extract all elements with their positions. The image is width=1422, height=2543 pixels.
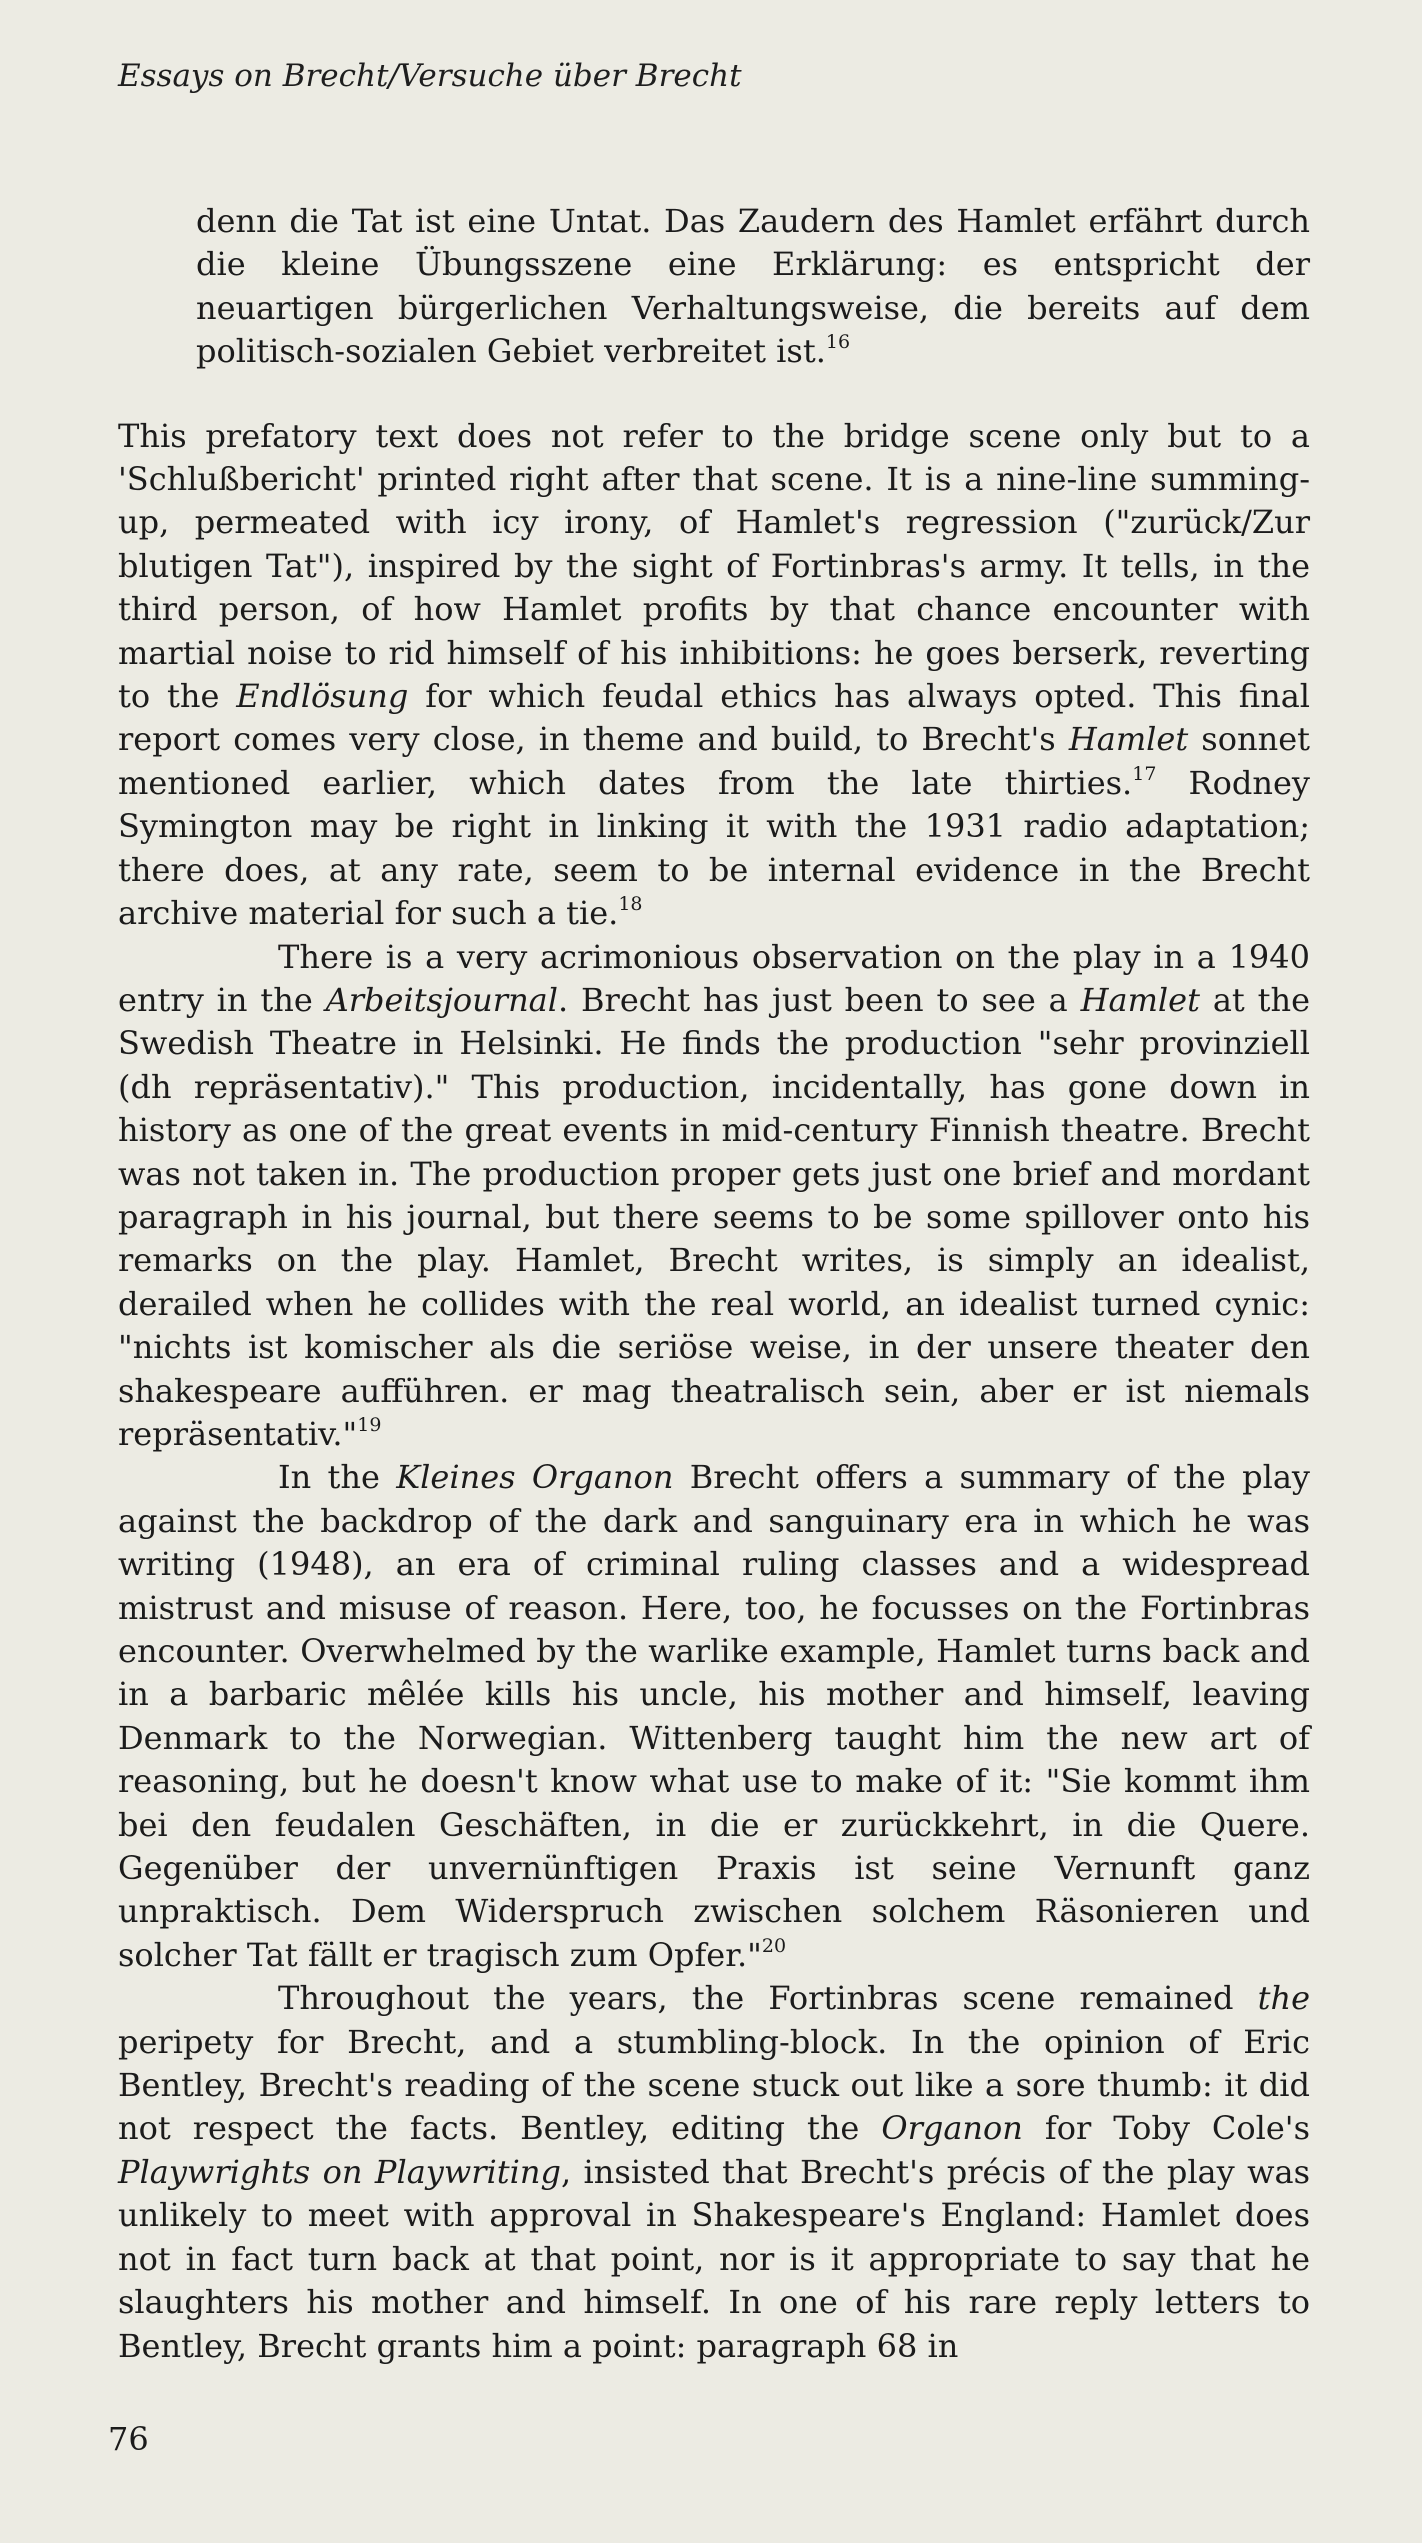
body-text <box>118 200 1310 2368</box>
quote-text: denn die Tat ist eine Untat. Das Zaudern des Hamlet erfährt durch die kleine Übungsszene eine Erklärung: es entspricht der neuartigen bürgerlichen Verhaltungsweise, die bereits auf dem politisch-sozialen Gebiet verbreitet ist. <box>196 202 1310 371</box>
paragraph-text: at the Swedish Theatre in Helsinki. He finds the production "sehr provinziell (dh repräsentativ)." This production, incidentally, has gone down in history as one of the great events in mid-century Finnish theatre. Brecht was not taken in. The production proper gets just one brief and mordant paragraph in his journal, but there seems to be some spillover onto his remarks on the play. Hamlet, Brecht writes, is simply an idealist, derailed when he collides with the real world, an idealist turned cynic: "nichts ist komischer als die seriöse weise, in der unsere theater den shakespeare aufführen. er mag theatralisch sein, aber er ist niemals repräsentativ." <box>118 980 1311 1453</box>
paragraph-text: for which feudal ethics has always opted. This final report comes very close, in theme and build, to Brecht's <box>118 677 1311 759</box>
paragraph-text: . Brecht has just been to see a <box>557 980 1081 1019</box>
paragraph-text: sonnet mentioned earlier, which dates from the late thirties. <box>118 720 1311 802</box>
paragraph-text: There is a very acrimonious observation on the play in a 1940 entry in the <box>118 937 1310 1019</box>
italic-title: Organon <box>881 2109 1023 2148</box>
italic-title: Hamlet <box>1068 720 1189 759</box>
paragraph-2 <box>118 936 1310 1457</box>
footnote-ref-18: 18 <box>618 893 643 916</box>
paragraph-text: This prefatory text does not refer to the bridge scene only but to a 'Schlußbericht' printed right after that scene. It is a nine-line summing-up, permeated with icy irony, of Hamlet's regression ("zurück/Zur blutigen Tat"), inspired by the sight of Fortinbras's army. It tells, in the third person, of how Hamlet profits by that chance encounter with martial noise to rid himself of his inhibitions: he goes berserk, reverting to the <box>118 416 1310 716</box>
paragraph-text: In the <box>278 1458 397 1497</box>
paragraph-4 <box>118 1977 1310 2368</box>
paragraph-text: , insisted that Brecht's précis of the play was unlikely to meet with approval in Shakespeare's England: Hamlet does not in fact turn back at that point, nor is it appropriate to say that he slaughters his mother and himself. In one of his rare reply letters to Bentley, Brecht grants him a point: paragraph 68 in <box>118 2152 1311 2365</box>
block-quote <box>196 200 1310 374</box>
italic-emphasis: the <box>1257 1979 1310 2018</box>
italic-title: Hamlet <box>1080 980 1200 1019</box>
paragraph-text: Brecht offers a summary of the play against the backdrop of the dark and sanguinary era in which he was writing (1948), an era of criminal ruling classes and a widespread mistrust and misuse of reason. Here, too, he focusses on the Fortinbras encounter. Overwhelmed by the warlike example, Hamlet turns back and in a barbaric mêlée kills his uncle, his mother and himself, leaving Denmark to the Norwegian. Wittenberg taught him the new art of reasoning, but he doesn't know what use to make of it: "Sie kommt ihm bei den feudalen Geschäften, in die er zurückkehrt, in die Quere. Gegenüber der unvernünftigen Praxis ist seine Vernunft ganz unpraktisch. Dem Widerspruch zwischen solchem Räsonieren und solcher Tat fällt er tragisch zum Opfer." <box>118 1458 1311 1974</box>
italic-term: Endlösung <box>236 677 409 716</box>
italic-title: Playwrights on Playwriting <box>118 2152 561 2191</box>
paragraph-3 <box>118 1456 1310 1977</box>
footnote-ref-20: 20 <box>761 1934 787 1957</box>
footnote-ref-19: 19 <box>357 1413 382 1436</box>
paragraph-text: for Toby Cole's <box>1022 2109 1311 2148</box>
paragraph-text: Rodney Symington may be right in linking it with the 1931 radio adaptation; there does, at any rate, seem to be internal evidence in the Brecht archive material for such a tie. <box>118 763 1311 933</box>
running-head: Essays on Brecht/Versuche über Brecht <box>118 58 742 94</box>
paragraph-1 <box>118 415 1310 936</box>
italic-title: Kleines Organon <box>396 1458 674 1497</box>
footnote-ref-16: 16 <box>825 331 851 354</box>
italic-title: Arbeitsjournal <box>325 980 558 1019</box>
paragraph-text: Throughout the years, the Fortinbras scene remained <box>278 1979 1258 2018</box>
paragraph-text: peripety for Brecht, and a stumbling-block. In the opinion of Eric Bentley, Brecht's reading of the scene stuck out like a sore thumb: it did not respect the facts. Bentley, editing the <box>118 2022 1310 2148</box>
page-number: 76 <box>108 2420 149 2458</box>
footnote-ref-17: 17 <box>1132 762 1157 785</box>
